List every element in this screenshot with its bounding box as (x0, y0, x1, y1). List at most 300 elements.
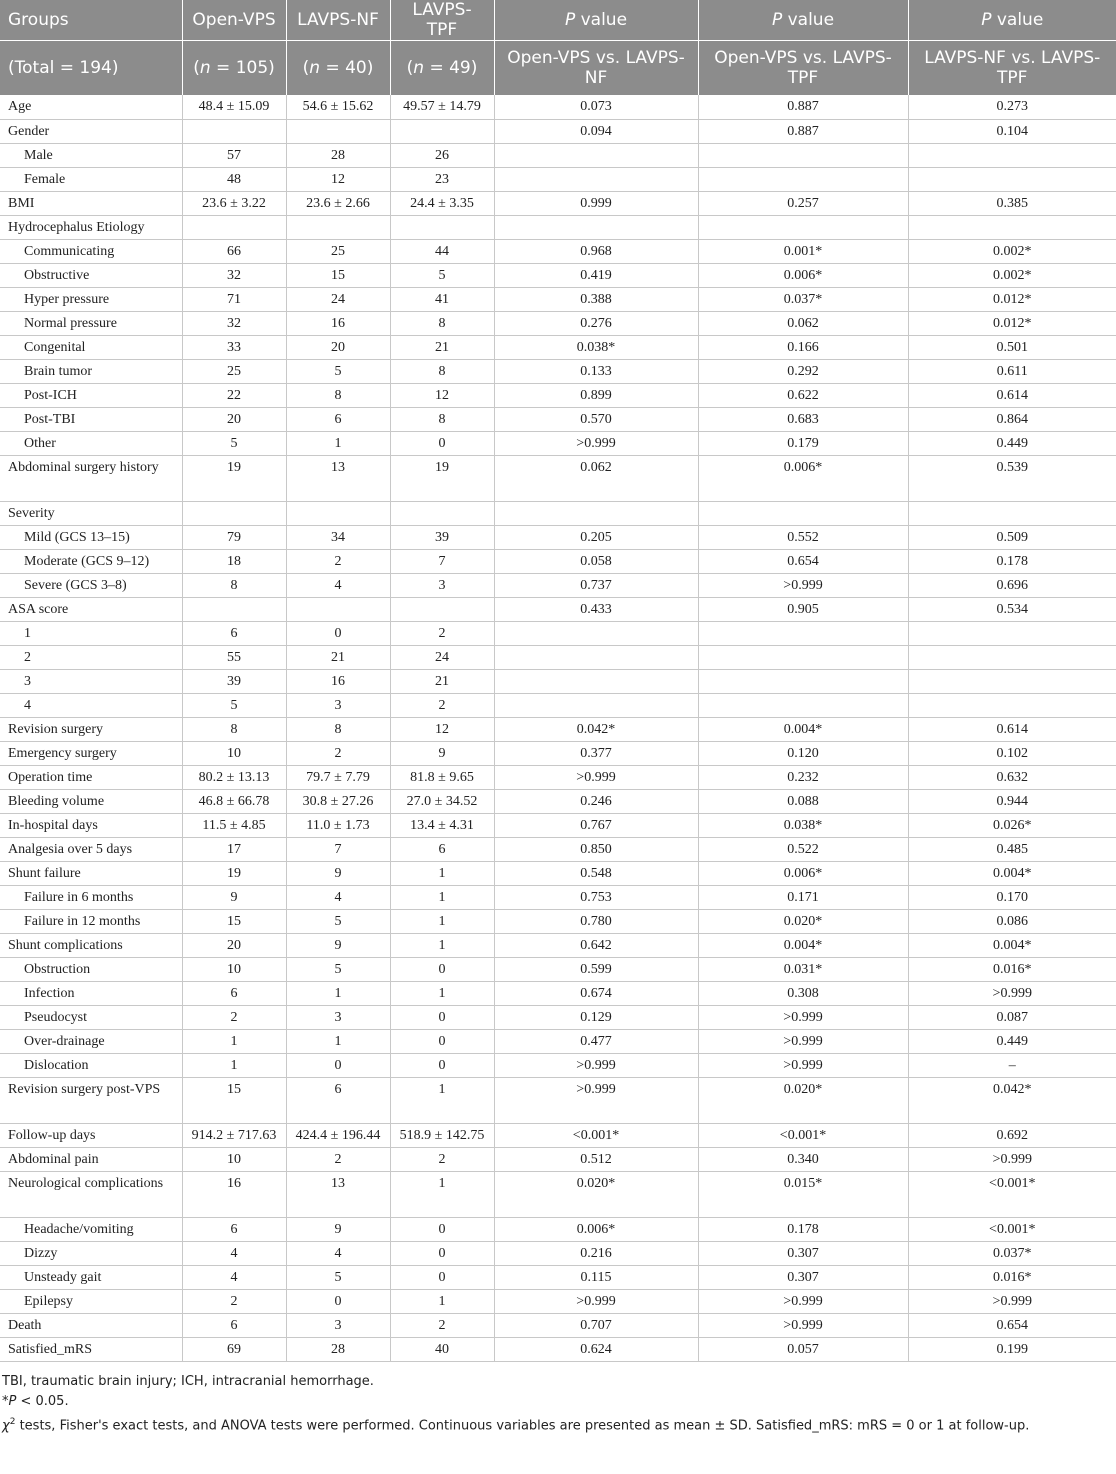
table-cell: 4 (286, 573, 390, 597)
table-cell: 2 (286, 741, 390, 765)
row-label: Mild (GCS 13–15) (0, 525, 182, 549)
table-cell: 0.307 (698, 1265, 908, 1289)
table-cell: 0.501 (908, 335, 1116, 359)
table-cell: 0.179 (698, 431, 908, 455)
table-cell (908, 693, 1116, 717)
row-label: Post-TBI (0, 407, 182, 431)
table-cell (182, 119, 286, 143)
row-label: BMI (0, 191, 182, 215)
table-cell: 0.692 (908, 1123, 1116, 1147)
table-cell: 0.696 (908, 573, 1116, 597)
table-cell (698, 669, 908, 693)
table-cell: 0 (390, 1005, 494, 1029)
table-cell: 0.178 (698, 1217, 908, 1241)
table-row (0, 359, 1116, 383)
table-cell: 8 (286, 717, 390, 741)
table-cell: 23.6 ± 3.22 (182, 191, 286, 215)
table-cell: 13.4 ± 4.31 (390, 813, 494, 837)
table-cell: <0.001* (908, 1217, 1116, 1241)
table-cell: 40 (390, 1337, 494, 1361)
table-cell (286, 119, 390, 143)
table-cell: 0.016* (908, 1265, 1116, 1289)
table-cell: 0.057 (698, 1337, 908, 1361)
table-cell: 16 (182, 1171, 286, 1217)
table-cell: 0.999 (494, 191, 698, 215)
table-row (0, 861, 1116, 885)
row-label: Shunt failure (0, 861, 182, 885)
table-row (0, 645, 1116, 669)
table-cell: >0.999 (494, 765, 698, 789)
table-cell: 0.038* (698, 813, 908, 837)
table-cell: 9 (182, 885, 286, 909)
header-cell: Open-VPS (182, 0, 286, 41)
header-cell: P value (908, 0, 1116, 41)
table-cell: 5 (286, 957, 390, 981)
table-cell: 3 (390, 573, 494, 597)
table-cell: 17 (182, 837, 286, 861)
table-cell: 0.449 (908, 431, 1116, 455)
table-cell: 10 (182, 1147, 286, 1171)
table-cell: 2 (390, 1147, 494, 1171)
table-cell: 0 (390, 1241, 494, 1265)
table-cell: 0 (286, 1053, 390, 1077)
table-cell (182, 597, 286, 621)
table-cell: 32 (182, 263, 286, 287)
table-cell: 9 (286, 1217, 390, 1241)
table-cell: 0.020* (494, 1171, 698, 1217)
table-row (0, 1265, 1116, 1289)
table-cell: 3 (286, 1313, 390, 1337)
table-cell: 0.104 (908, 119, 1116, 143)
table-cell: 2 (286, 1147, 390, 1171)
table-cell: 0.006* (698, 861, 908, 885)
table-cell: 15 (182, 1077, 286, 1123)
row-label: 2 (0, 645, 182, 669)
table-cell: 46.8 ± 66.78 (182, 789, 286, 813)
table-cell: 6 (286, 1077, 390, 1123)
table-row (0, 95, 1116, 119)
table-cell: 0.683 (698, 407, 908, 431)
table-cell: 1 (390, 1289, 494, 1313)
table-cell: – (908, 1053, 1116, 1077)
table-cell: 0.026* (908, 813, 1116, 837)
table-cell: 1 (182, 1053, 286, 1077)
table-row (0, 885, 1116, 909)
table-cell: 1 (182, 1029, 286, 1053)
table-cell: 0.674 (494, 981, 698, 1005)
table-cell: 5 (182, 431, 286, 455)
table-cell: 3 (286, 1005, 390, 1029)
table-cell: 0.120 (698, 741, 908, 765)
row-label: Obstruction (0, 957, 182, 981)
table-cell: 1 (286, 431, 390, 455)
table-cell: >0.999 (908, 1289, 1116, 1313)
table-cell: 0.308 (698, 981, 908, 1005)
header-cell: LAVPS-NF vs. LAVPS-TPF (908, 41, 1116, 96)
table-cell: 0.552 (698, 525, 908, 549)
table-cell: 9 (286, 861, 390, 885)
table-cell: 22 (182, 383, 286, 407)
table-row (0, 287, 1116, 311)
table-cell: 18 (182, 549, 286, 573)
table-cell: 24 (286, 287, 390, 311)
table-cell (494, 215, 698, 239)
table-row (0, 693, 1116, 717)
table-cell (494, 621, 698, 645)
table-cell: 0.004* (698, 717, 908, 741)
row-label: Revision surgery (0, 717, 182, 741)
table-cell: 0.433 (494, 597, 698, 621)
table-cell: 39 (390, 525, 494, 549)
table-cell: >0.999 (698, 1289, 908, 1313)
table-cell: 19 (182, 455, 286, 501)
table-cell: 0.004* (908, 861, 1116, 885)
table-cell: 20 (182, 933, 286, 957)
table-cell (698, 215, 908, 239)
header-cell: (Total = 194) (0, 41, 182, 96)
row-label: Shunt complications (0, 933, 182, 957)
table-cell (182, 501, 286, 525)
table-cell: 15 (182, 909, 286, 933)
table-row (0, 741, 1116, 765)
table-cell: 0.850 (494, 837, 698, 861)
table-cell: 0.002* (908, 239, 1116, 263)
table-cell: 0.006* (698, 455, 908, 501)
row-label: In-hospital days (0, 813, 182, 837)
table-row (0, 215, 1116, 239)
table-cell: 0.199 (908, 1337, 1116, 1361)
header-cell: Groups (0, 0, 182, 41)
table-cell: 0.780 (494, 909, 698, 933)
table-cell: 26 (390, 143, 494, 167)
table-cell: >0.999 (494, 431, 698, 455)
table-row (0, 765, 1116, 789)
table-row (0, 669, 1116, 693)
table-cell: 16 (286, 669, 390, 693)
table-cell: 2 (286, 549, 390, 573)
table-cell: 0.002* (908, 263, 1116, 287)
table-cell: 0.216 (494, 1241, 698, 1265)
table-cell (494, 693, 698, 717)
table-cell: 0.477 (494, 1029, 698, 1053)
row-label: Unsteady gait (0, 1265, 182, 1289)
table-row (0, 431, 1116, 455)
header-cell: LAVPS-TPF (390, 0, 494, 41)
table-cell: 0.614 (908, 717, 1116, 741)
table-cell: 0.016* (908, 957, 1116, 981)
table-cell: 0.767 (494, 813, 698, 837)
header-cell: (n = 105) (182, 41, 286, 96)
table-cell: 81.8 ± 9.65 (390, 765, 494, 789)
table-cell (698, 143, 908, 167)
table-row (0, 933, 1116, 957)
table-cell: 32 (182, 311, 286, 335)
table-cell: 2 (390, 1313, 494, 1337)
table-cell: 0.539 (908, 455, 1116, 501)
table-cell: 1 (390, 1171, 494, 1217)
row-label: 3 (0, 669, 182, 693)
table-cell: >0.999 (494, 1289, 698, 1313)
table-cell: 80.2 ± 13.13 (182, 765, 286, 789)
table-row (0, 383, 1116, 407)
row-label: Headache/vomiting (0, 1217, 182, 1241)
table-cell: 424.4 ± 196.44 (286, 1123, 390, 1147)
table-cell: >0.999 (494, 1053, 698, 1077)
table-cell: 24.4 ± 3.35 (390, 191, 494, 215)
table-cell: 0.062 (494, 455, 698, 501)
table-cell: 30.8 ± 27.26 (286, 789, 390, 813)
table-cell: 8 (390, 407, 494, 431)
row-label: Brain tumor (0, 359, 182, 383)
table-row (0, 143, 1116, 167)
table-cell: 2 (182, 1289, 286, 1313)
table-cell: 8 (182, 573, 286, 597)
table-cell: 6 (286, 407, 390, 431)
table-cell: 0 (390, 1029, 494, 1053)
table-cell: 518.9 ± 142.75 (390, 1123, 494, 1147)
row-label: Normal pressure (0, 311, 182, 335)
table-cell: 0 (390, 1217, 494, 1241)
table-cell: 12 (390, 383, 494, 407)
table-cell: 0.570 (494, 407, 698, 431)
table-cell: 5 (286, 909, 390, 933)
table-cell: 6 (182, 1217, 286, 1241)
table-cell: 66 (182, 239, 286, 263)
footnote-abbreviations: TBI, traumatic brain injury; ICH, intracranial hemorrhage. (2, 1373, 374, 1389)
table-cell: 0.622 (698, 383, 908, 407)
table-cell: 0.001* (698, 239, 908, 263)
row-label: Emergency surgery (0, 741, 182, 765)
table-row (0, 909, 1116, 933)
table-cell: <0.001* (698, 1123, 908, 1147)
table-cell: 5 (182, 693, 286, 717)
header-row-1 (0, 0, 1116, 41)
table-cell: 5 (390, 263, 494, 287)
table-cell: >0.999 (698, 1313, 908, 1337)
table-cell: 0.037* (698, 287, 908, 311)
table-cell: 0.887 (698, 119, 908, 143)
table-cell: 3 (286, 693, 390, 717)
table-cell (698, 167, 908, 191)
table-row (0, 717, 1116, 741)
table-row (0, 1123, 1116, 1147)
table-cell: 0.115 (494, 1265, 698, 1289)
table-cell: 33 (182, 335, 286, 359)
table-cell: 8 (182, 717, 286, 741)
table-cell: 0.512 (494, 1147, 698, 1171)
row-label: Communicating (0, 239, 182, 263)
table-cell (908, 143, 1116, 167)
table-cell: 0.015* (698, 1171, 908, 1217)
table-header (0, 0, 1116, 95)
table-cell: 0.944 (908, 789, 1116, 813)
row-label: Gender (0, 119, 182, 143)
table-row (0, 1217, 1116, 1241)
table-cell: 0.094 (494, 119, 698, 143)
table-cell: 0.737 (494, 573, 698, 597)
table-cell: 2 (182, 1005, 286, 1029)
table-cell: 27.0 ± 34.52 (390, 789, 494, 813)
table-cell: 0.899 (494, 383, 698, 407)
table-cell: 1 (390, 861, 494, 885)
row-label: Revision surgery post-VPS (0, 1077, 182, 1123)
table-row (0, 407, 1116, 431)
table-cell: 4 (286, 1241, 390, 1265)
header-cell: P value (494, 0, 698, 41)
table-cell: 0.020* (698, 1077, 908, 1123)
table-footnotes (0, 1362, 1116, 1436)
table-cell: 0.031* (698, 957, 908, 981)
header-cell: (n = 49) (390, 41, 494, 96)
row-label: Epilepsy (0, 1289, 182, 1313)
table-cell: 0.534 (908, 597, 1116, 621)
table-cell: 0.037* (908, 1241, 1116, 1265)
table-cell: 23.6 ± 2.66 (286, 191, 390, 215)
row-label: Post-ICH (0, 383, 182, 407)
table-cell: 34 (286, 525, 390, 549)
table-cell: 0.276 (494, 311, 698, 335)
table-row (0, 813, 1116, 837)
table-cell: 0.548 (494, 861, 698, 885)
table-cell (286, 501, 390, 525)
table-cell (390, 215, 494, 239)
table-row (0, 789, 1116, 813)
header-cell: P value (698, 0, 908, 41)
table-cell: 0.419 (494, 263, 698, 287)
table-cell: 0.340 (698, 1147, 908, 1171)
table-cell: 0.509 (908, 525, 1116, 549)
table-row (0, 1005, 1116, 1029)
footnote-tests: $\chi^2$ tests, Fisher's exact tests, and ANOVA tests were performed. Continuous variables are presented as mean ± SD. Satisfied_mRS: mRS = 0 or 1 at follow-up. (2, 1416, 1030, 1433)
table-row (0, 455, 1116, 501)
row-label: Infection (0, 981, 182, 1005)
row-label: Severe (GCS 3–8) (0, 573, 182, 597)
table-cell: 8 (390, 311, 494, 335)
row-label: 4 (0, 693, 182, 717)
row-label: Obstructive (0, 263, 182, 287)
table-cell: 0.073 (494, 95, 698, 119)
table-cell: 28 (286, 143, 390, 167)
table-cell: 12 (390, 717, 494, 741)
table-cell: 4 (182, 1241, 286, 1265)
table-cell: 21 (286, 645, 390, 669)
table-cell: 20 (182, 407, 286, 431)
table-cell: 0.385 (908, 191, 1116, 215)
table-row (0, 1053, 1116, 1077)
header-cell: LAVPS-NF (286, 0, 390, 41)
table-cell: 0.087 (908, 1005, 1116, 1029)
table-row (0, 1241, 1116, 1265)
table-cell: 0.485 (908, 837, 1116, 861)
table-cell: 19 (390, 455, 494, 501)
row-label: Analgesia over 5 days (0, 837, 182, 861)
table-cell: 2 (390, 621, 494, 645)
table-cell: >0.999 (698, 1029, 908, 1053)
table-cell: 0.654 (908, 1313, 1116, 1337)
table-cell: 49.57 ± 14.79 (390, 95, 494, 119)
table-cell: 0.058 (494, 549, 698, 573)
table-cell: 7 (390, 549, 494, 573)
table-cell (390, 501, 494, 525)
table-cell: 9 (286, 933, 390, 957)
table-cell: 6 (182, 621, 286, 645)
table-cell: 0 (390, 1265, 494, 1289)
table-cell: 0 (286, 621, 390, 645)
table-cell: 8 (286, 383, 390, 407)
table-cell (698, 501, 908, 525)
table-cell: 0.624 (494, 1337, 698, 1361)
table-row (0, 957, 1116, 981)
table-cell: 0.042* (494, 717, 698, 741)
table-cell: 0.178 (908, 549, 1116, 573)
table-cell: 914.2 ± 717.63 (182, 1123, 286, 1147)
table-cell: 24 (390, 645, 494, 669)
header-row-2 (0, 41, 1116, 96)
header-cell: (n = 40) (286, 41, 390, 96)
table-cell (390, 597, 494, 621)
table-cell (494, 501, 698, 525)
table-cell: 0.864 (908, 407, 1116, 431)
table-cell: 0.905 (698, 597, 908, 621)
row-label: ASA score (0, 597, 182, 621)
table-cell (698, 621, 908, 645)
table-cell: 6 (182, 981, 286, 1005)
table-cell (494, 669, 698, 693)
row-label: Dislocation (0, 1053, 182, 1077)
table-cell (698, 693, 908, 717)
table-row (0, 837, 1116, 861)
table-cell: 0.086 (908, 909, 1116, 933)
table-cell: 10 (182, 957, 286, 981)
table-cell: 5 (286, 359, 390, 383)
table-cell: 79.7 ± 7.79 (286, 765, 390, 789)
table-cell (286, 597, 390, 621)
table-cell: 1 (390, 1077, 494, 1123)
table-cell: 55 (182, 645, 286, 669)
table-cell: 25 (286, 239, 390, 263)
table-cell: 0.042* (908, 1077, 1116, 1123)
table-cell: 0.006* (698, 263, 908, 287)
table-row (0, 1289, 1116, 1313)
table-row (0, 167, 1116, 191)
table-cell: 1 (390, 933, 494, 957)
table-cell: 1 (390, 885, 494, 909)
table-cell: 0.707 (494, 1313, 698, 1337)
table-cell (908, 215, 1116, 239)
table-cell (494, 143, 698, 167)
table-cell: 15 (286, 263, 390, 287)
table-cell: 41 (390, 287, 494, 311)
table-cell: 0.632 (908, 765, 1116, 789)
row-label: Severity (0, 501, 182, 525)
table-cell (390, 119, 494, 143)
table-cell: 23 (390, 167, 494, 191)
table-cell: 1 (390, 909, 494, 933)
table-cell: <0.001* (494, 1123, 698, 1147)
table-cell: 6 (182, 1313, 286, 1337)
row-label: Pseudocyst (0, 1005, 182, 1029)
table-row (0, 549, 1116, 573)
table-cell: 9 (390, 741, 494, 765)
row-label: Female (0, 167, 182, 191)
table-cell: >0.999 (698, 573, 908, 597)
table-cell: 0.273 (908, 95, 1116, 119)
table-row (0, 525, 1116, 549)
table-row (0, 1147, 1116, 1171)
row-label: Moderate (GCS 9–12) (0, 549, 182, 573)
table-cell: 0.753 (494, 885, 698, 909)
table-cell: 21 (390, 335, 494, 359)
